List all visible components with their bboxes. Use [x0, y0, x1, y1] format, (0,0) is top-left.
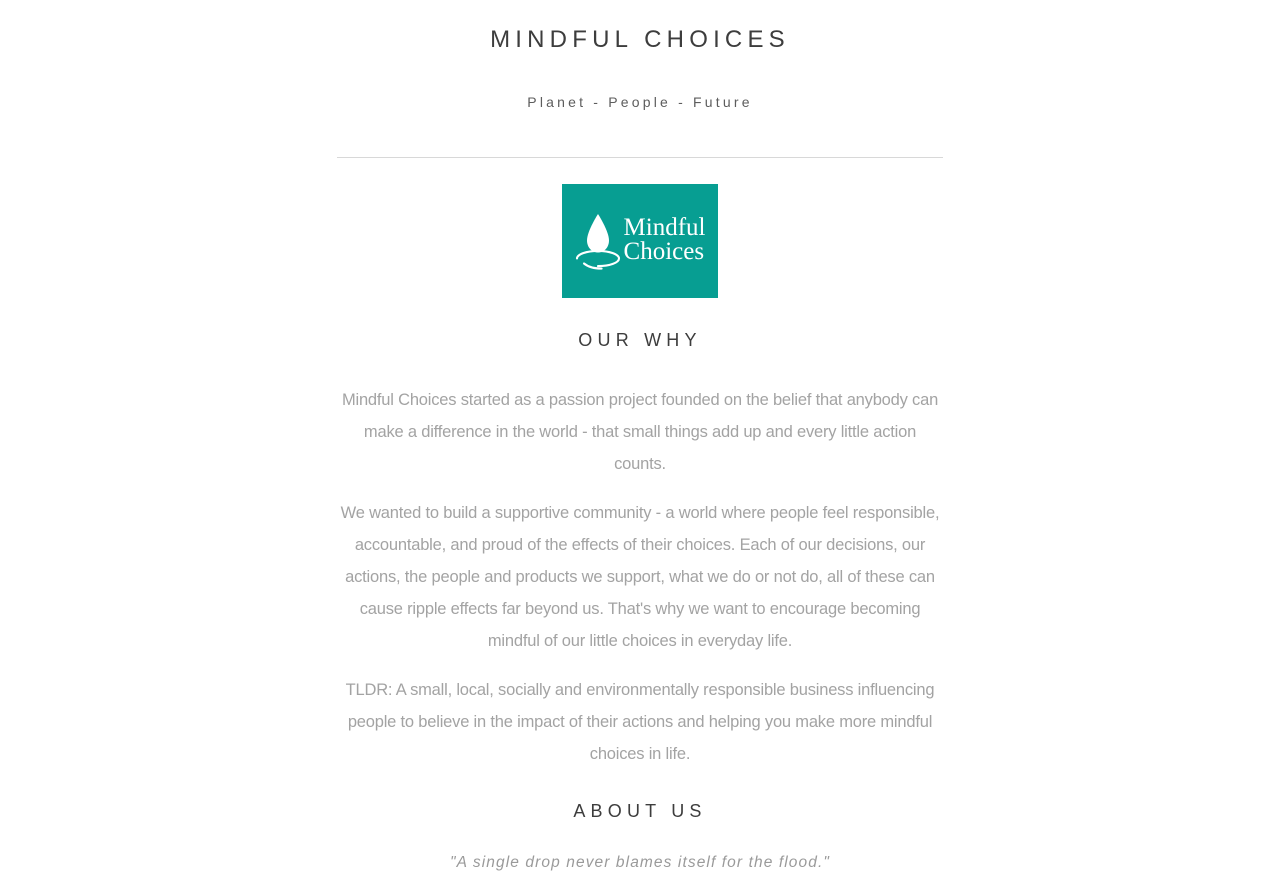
logo-container [337, 184, 943, 298]
content-column [337, 0, 943, 876]
section-heading-about-us: ABOUT US [573, 801, 707, 821]
about-us-quote: "A single drop never blames itself for the flood." [450, 854, 830, 871]
header-divider [337, 157, 943, 158]
paragraph: We wanted to build a supportive community - a world where people feel responsible, accountable, and proud of the effects of their choices. Each of our decisions, our actions, the people and products we support, what we do or not do, all of these can cause ripple effects far beyond us. That's why we want to encourage becoming mindful of our little choices in everyday life. [340, 504, 940, 650]
paragraph: TLDR: A small, local, socially and environmentally responsible business influencing people to believe in the impact of their actions and helping you make more mindful choices in life. [345, 681, 935, 763]
logo-wordmark [624, 216, 706, 264]
section-heading-our-why: OUR WHY [578, 330, 702, 350]
logo-inner [575, 209, 706, 271]
water-drop-icon [575, 209, 621, 271]
our-why-body [337, 353, 943, 770]
paragraph: Mindful Choices started as a passion project founded on the belief that anybody can make a difference in the world - that small things add up and every little action counts. [341, 391, 939, 473]
logo-line-2: Choices [623, 238, 705, 265]
site-tagline: Planet - People - Future [527, 94, 753, 110]
logo-line-1: Mindful [623, 214, 706, 242]
page-title: MINDFUL CHOICES [490, 26, 790, 53]
brand-logo [562, 184, 718, 298]
